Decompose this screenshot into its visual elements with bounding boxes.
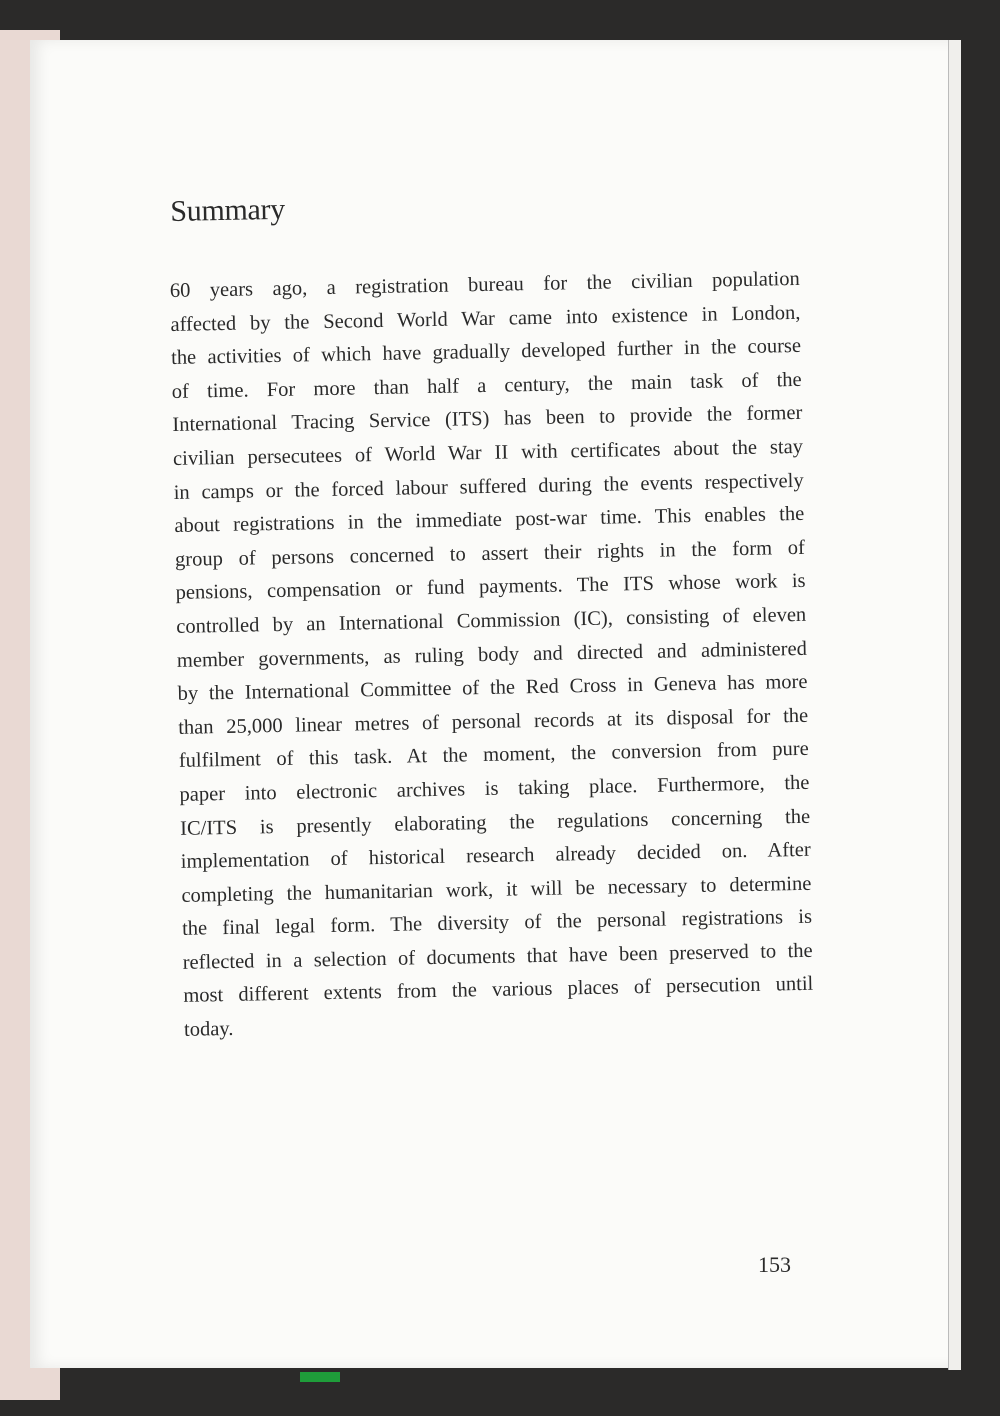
summary-paragraph: [170, 263, 815, 1048]
text-line: the final legal form. The diversity of the personal registrations is: [181, 906, 813, 941]
text-line: today.: [183, 1017, 234, 1041]
text-line: civilian persecutees of World War II with certificates about the stay: [172, 435, 804, 470]
page-title: Summary: [169, 192, 286, 228]
text-line: group of persons concerned to assert their rights in the form of: [174, 536, 806, 571]
text-line: the activities of which have gradually developed further in the course: [170, 335, 802, 370]
page-content: [168, 183, 814, 1048]
text-line: controlled by an International Commission (IC), consisting of eleven: [176, 603, 807, 638]
page-edge: [948, 40, 961, 1370]
text-line: 60 years ago, a registration bureau for the civilian population: [169, 267, 800, 302]
text-line: than 25,000 linear metres of personal records at its disposal for the: [178, 704, 809, 739]
text-line: implementation of historical research already decided on. After: [180, 838, 811, 873]
text-line: International Tracing Service (ITS) has been to provide the former: [172, 402, 803, 437]
text-line: affected by the Second World War came into existence in London,: [170, 301, 801, 336]
page-number: 153: [758, 1252, 791, 1277]
text-line: paper into electronic archives is taking place. Furthermore, the: [179, 771, 810, 806]
text-line: about registrations in the immediate post-war time. This enables the: [174, 503, 805, 538]
text-line: member governments, as ruling body and directed and administered: [176, 637, 808, 672]
text-line: fulfilment of this task. At the moment, the conversion from pure: [178, 738, 809, 773]
text-line: in camps or the forced labour suffered during the events respectively: [173, 469, 804, 504]
text-line: IC/ITS is presently elaborating the regulations concerning the: [179, 805, 811, 840]
text-line: reflected in a selection of documents that have been preserved to the: [182, 939, 813, 974]
text-line: of time. For more than half a century, the main task of the: [171, 368, 802, 403]
text-line: most different extents from the various places of persecution until: [183, 973, 814, 1008]
text-line: pensions, compensation or fund payments. The ITS whose work is: [175, 570, 806, 605]
text-line: by the International Committee of the Red Cross in Geneva has more: [177, 670, 808, 706]
text-line: completing the humanitarian work, it will be necessary to determine: [181, 872, 812, 907]
bookmark-ribbon: [300, 1372, 340, 1382]
